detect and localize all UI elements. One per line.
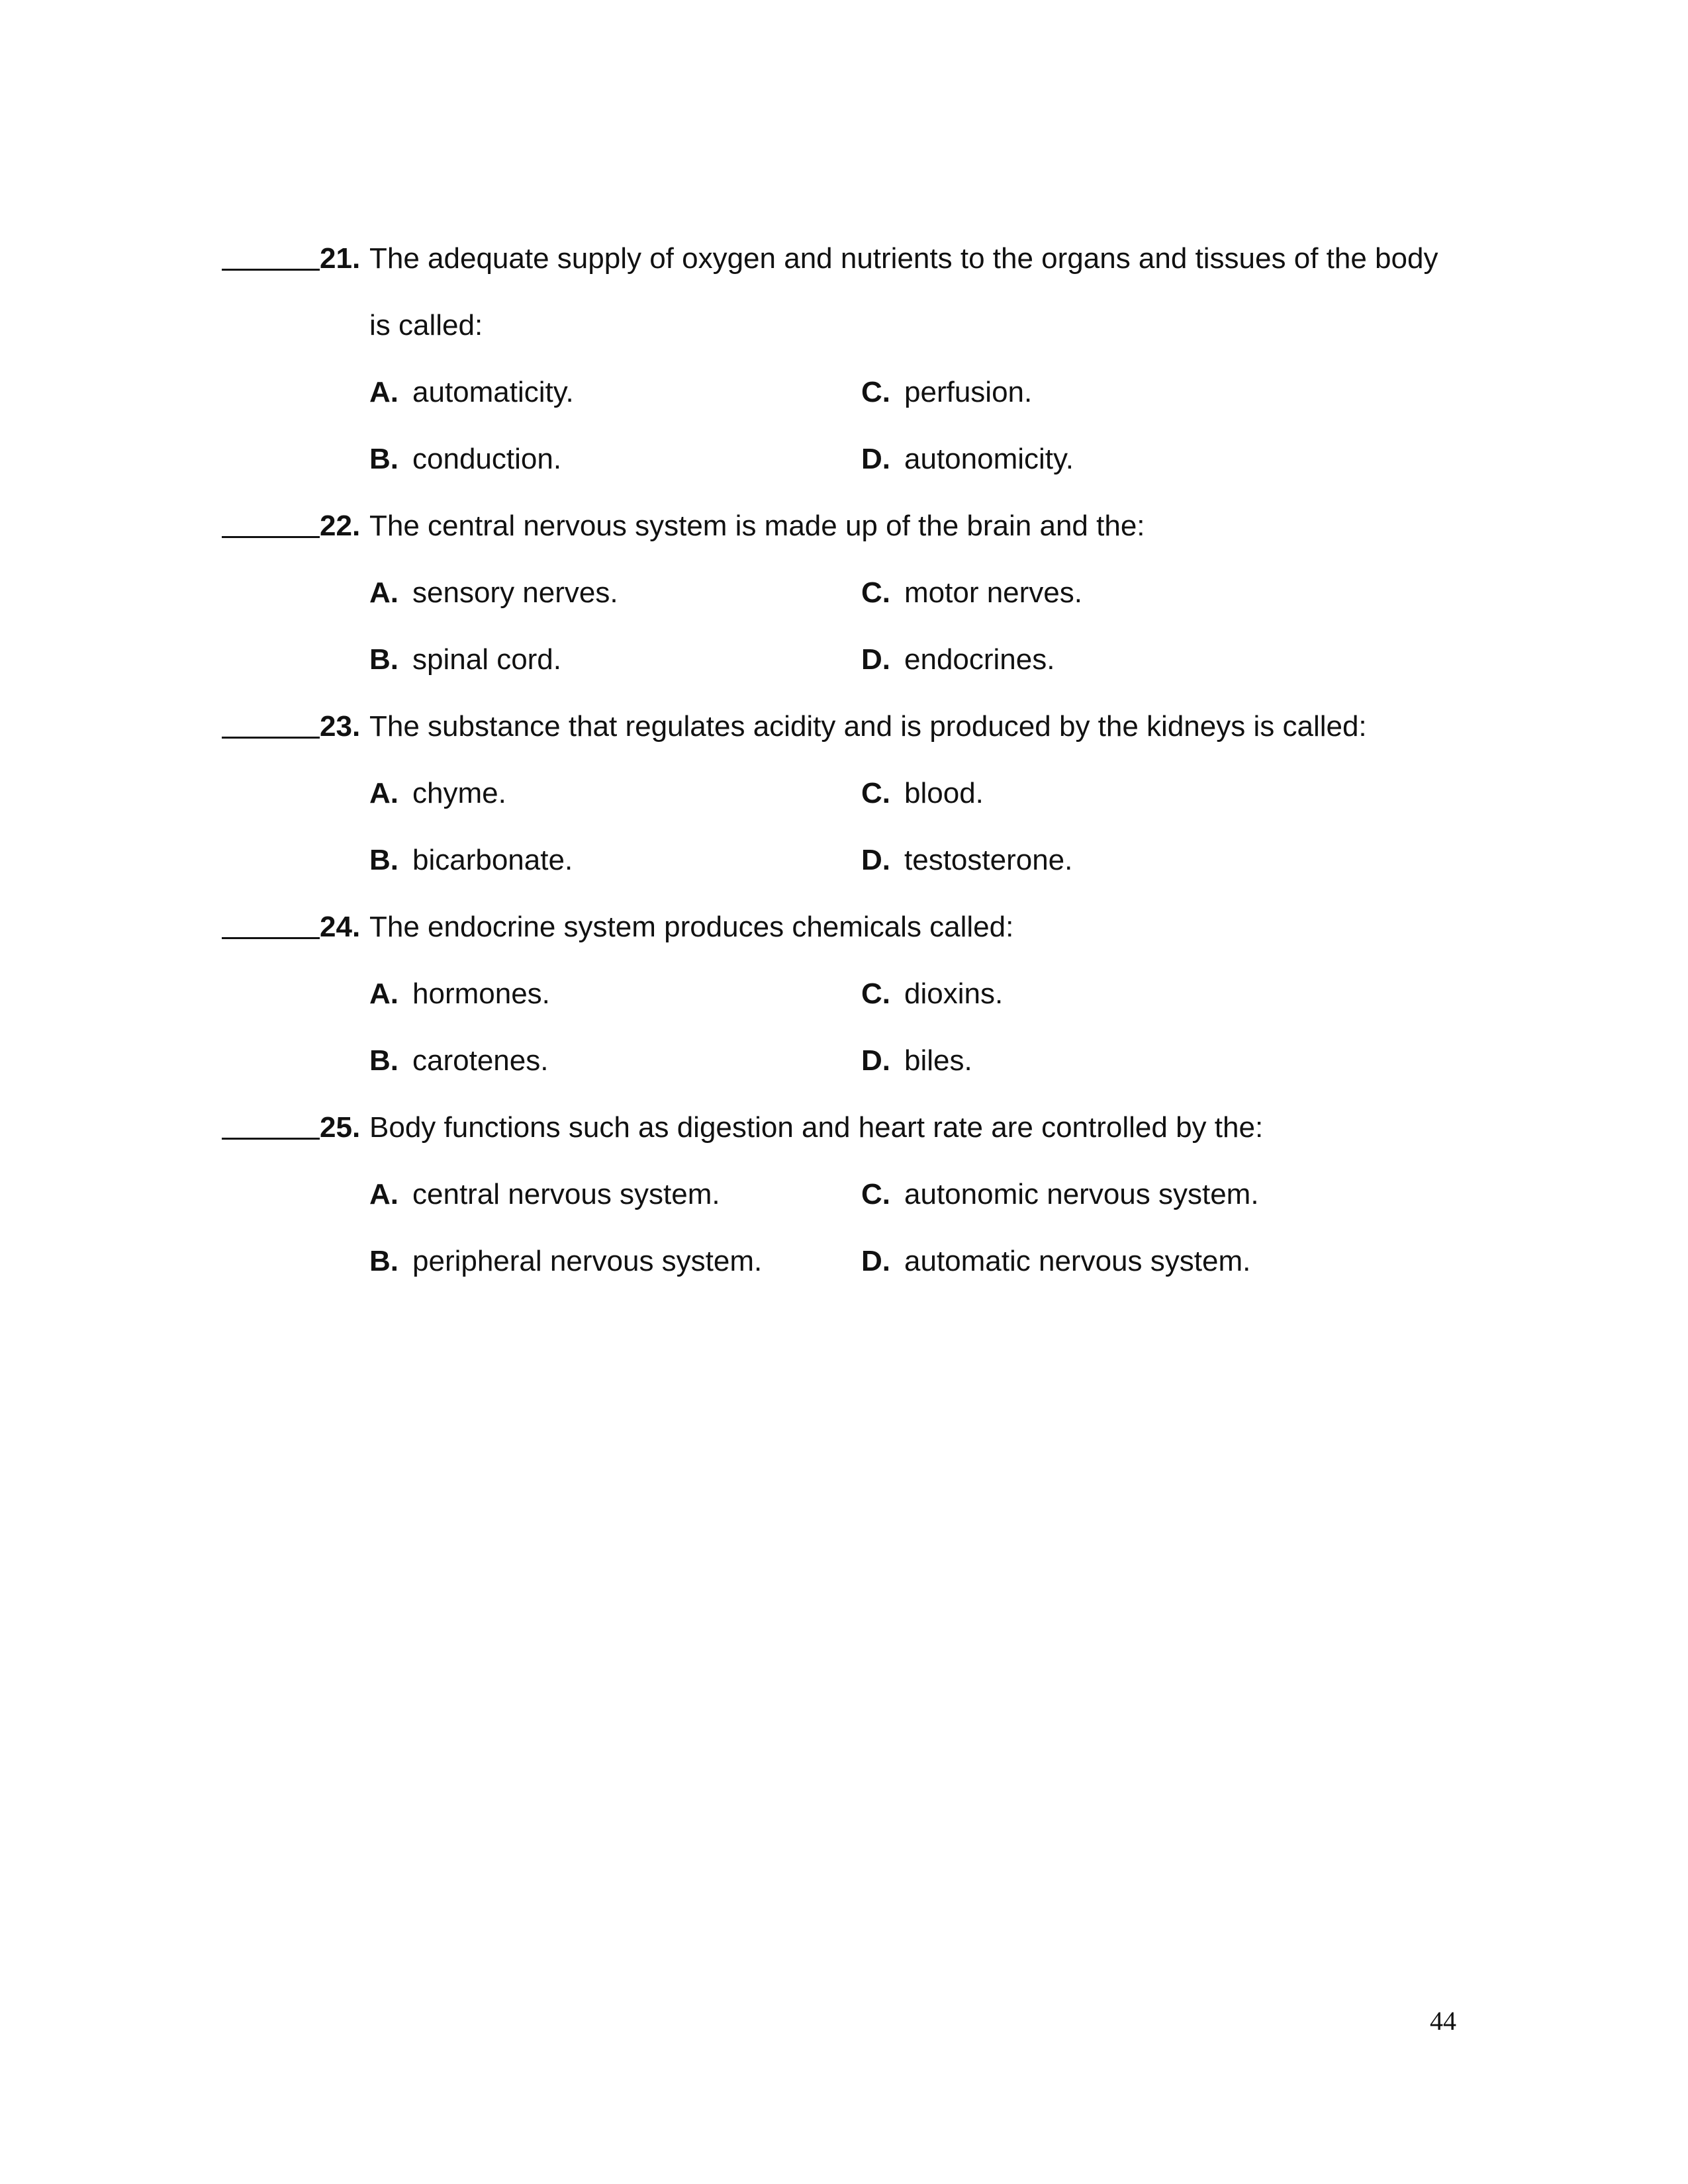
option-a xyxy=(369,1161,861,1228)
question-number: 23. xyxy=(320,710,361,743)
option-d xyxy=(861,626,1055,693)
option-c xyxy=(861,359,1032,426)
option-letter: A. xyxy=(369,777,399,809)
option-text: testosterone. xyxy=(904,844,1073,876)
option-text: motor nerves. xyxy=(904,576,1082,609)
option-letter: C. xyxy=(861,576,890,609)
option-text: automaticity. xyxy=(412,376,574,408)
option-letter: C. xyxy=(861,978,890,1010)
option-d xyxy=(861,1228,1250,1295)
question-number: 25. xyxy=(320,1111,361,1144)
question-stem: The adequate supply of oxygen and nutrients to the organs and tissues of the body xyxy=(369,242,1438,275)
question-header xyxy=(222,893,1479,960)
option-d xyxy=(861,426,1074,492)
option-text: biles. xyxy=(904,1044,972,1077)
option-letter: A. xyxy=(369,978,399,1010)
option-letter: B. xyxy=(369,643,399,676)
option-text: peripheral nervous system. xyxy=(412,1245,763,1277)
answer-blank[interactable] xyxy=(222,937,320,939)
option-d xyxy=(861,1027,972,1094)
option-row xyxy=(222,1228,1479,1295)
question-22 xyxy=(222,492,1479,693)
option-b xyxy=(369,426,861,492)
option-row xyxy=(222,1027,1479,1094)
question-stem: The endocrine system produces chemicals called: xyxy=(369,911,1014,943)
option-row xyxy=(222,359,1479,426)
option-row xyxy=(222,827,1479,893)
option-letter: D. xyxy=(861,844,890,876)
option-b xyxy=(369,827,861,893)
question-list xyxy=(222,225,1479,1295)
question-stem: The substance that regulates acidity and is produced by the kidneys is called: xyxy=(369,710,1367,743)
question-25 xyxy=(222,1094,1479,1295)
option-text: chyme. xyxy=(412,777,506,809)
question-stem: Body functions such as digestion and heart rate are controlled by the: xyxy=(369,1111,1264,1144)
option-letter: D. xyxy=(861,443,890,475)
option-row xyxy=(222,626,1479,693)
option-text: automatic nervous system. xyxy=(904,1245,1251,1277)
option-letter: C. xyxy=(861,777,890,809)
option-c xyxy=(861,559,1082,626)
option-letter: D. xyxy=(861,1245,890,1277)
option-row xyxy=(222,1161,1479,1228)
option-text: carotenes. xyxy=(412,1044,549,1077)
question-number: 22. xyxy=(320,510,361,542)
option-letter: C. xyxy=(861,1178,890,1210)
option-c xyxy=(861,960,1003,1027)
answer-blank[interactable] xyxy=(222,269,320,271)
question-stem: The central nervous system is made up of the brain and the: xyxy=(369,510,1145,542)
question-24 xyxy=(222,893,1479,1094)
question-header xyxy=(222,492,1479,559)
option-letter: A. xyxy=(369,576,399,609)
option-row xyxy=(222,960,1479,1027)
option-row xyxy=(222,760,1479,827)
option-text: hormones. xyxy=(412,978,550,1010)
answer-blank[interactable] xyxy=(222,737,320,739)
option-text: autonomicity. xyxy=(904,443,1074,475)
option-row xyxy=(222,426,1479,492)
answer-blank[interactable] xyxy=(222,1138,320,1140)
option-letter: B. xyxy=(369,1044,399,1077)
option-letter: D. xyxy=(861,1044,890,1077)
option-c xyxy=(861,1161,1259,1228)
option-text: dioxins. xyxy=(904,978,1004,1010)
page-number: 44 xyxy=(1430,2006,1456,2036)
option-text: sensory nerves. xyxy=(412,576,618,609)
option-letter: B. xyxy=(369,844,399,876)
option-letter: B. xyxy=(369,1245,399,1277)
option-a xyxy=(369,559,861,626)
option-letter: C. xyxy=(861,376,890,408)
question-number: 21. xyxy=(320,242,361,275)
option-b xyxy=(369,626,861,693)
option-letter: D. xyxy=(861,643,890,676)
option-text: central nervous system. xyxy=(412,1178,720,1210)
option-b xyxy=(369,1228,861,1295)
question-number: 24. xyxy=(320,911,361,943)
option-a xyxy=(369,760,861,827)
question-header xyxy=(222,693,1479,760)
option-text: bicarbonate. xyxy=(412,844,573,876)
option-text: spinal cord. xyxy=(412,643,562,676)
option-text: conduction. xyxy=(412,443,562,475)
option-text: endocrines. xyxy=(904,643,1055,676)
option-letter: A. xyxy=(369,1178,399,1210)
option-text: autonomic nervous system. xyxy=(904,1178,1259,1210)
option-b xyxy=(369,1027,861,1094)
question-23 xyxy=(222,693,1479,893)
option-letter: A. xyxy=(369,376,399,408)
question-header xyxy=(222,1094,1479,1161)
option-letter: B. xyxy=(369,443,399,475)
option-text: blood. xyxy=(904,777,984,809)
question-stem-continued: is called: xyxy=(369,309,483,341)
option-row xyxy=(222,559,1479,626)
answer-blank[interactable] xyxy=(222,536,320,538)
option-a xyxy=(369,960,861,1027)
question-header xyxy=(222,225,1479,292)
option-a xyxy=(369,359,861,426)
option-c xyxy=(861,760,984,827)
option-d xyxy=(861,827,1072,893)
option-text: perfusion. xyxy=(904,376,1033,408)
question-21 xyxy=(222,225,1479,492)
